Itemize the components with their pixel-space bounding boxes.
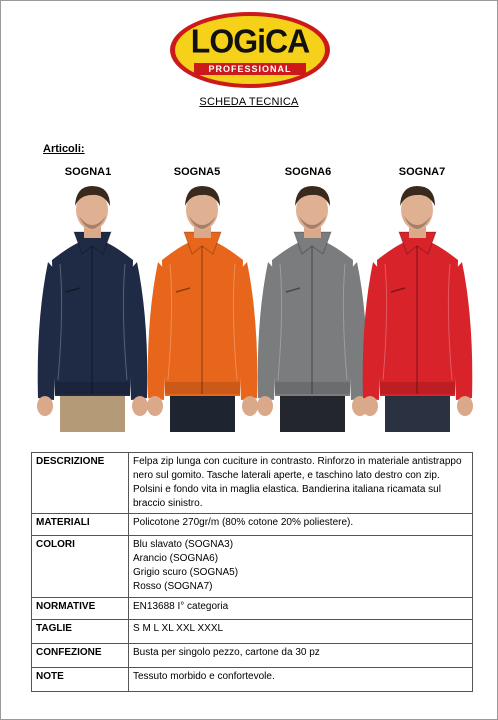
spec-label: NOTE xyxy=(32,668,129,692)
spec-label: TAGLIE xyxy=(32,620,129,644)
model-illustration xyxy=(355,180,480,432)
color-item: Grigio scuro (SOGNA5) xyxy=(133,567,239,578)
color-item: Rosso (SOGNA7) xyxy=(133,581,213,592)
spec-row-confezione xyxy=(32,644,473,668)
spec-value-list xyxy=(129,536,473,598)
article-code-sogna7: SOGNA7 xyxy=(398,166,446,178)
spec-value: S M L XL XXL XXXL xyxy=(129,620,473,644)
spec-value: Felpa zip lunga con cuciture in contrasto. Rinforzo in materiale antistrappo nero sul gomito. Tasche laterali aperte, e taschino lato destro con zip. Polsini e fondo vita in maglia elastica. Bandierina italiana ricamata sul braccio sinistro. xyxy=(129,453,473,514)
brand-logo xyxy=(168,10,332,90)
model-illustration xyxy=(30,180,155,432)
color-item: Blu slavato (SOGNA3) xyxy=(133,539,234,550)
product-photo-sogna1 xyxy=(30,180,155,432)
spec-row-note xyxy=(32,668,473,692)
spec-value: Tessuto morbido e confortevole. xyxy=(129,668,473,692)
articles-label: Articoli: xyxy=(43,143,85,155)
document-title: SCHEDA TECNICA xyxy=(199,96,299,108)
product-photos xyxy=(30,180,480,432)
spec-value: Policotone 270gr/m (80% cotone 20% poliestere). xyxy=(129,514,473,536)
spec-row-taglie xyxy=(32,620,473,644)
article-code-sogna5: SOGNA5 xyxy=(173,166,221,178)
article-code-sogna1: SOGNA1 xyxy=(64,166,112,178)
spec-label: MATERIALI xyxy=(32,514,129,536)
spec-value: Busta per singolo pezzo, cartone da 30 pz xyxy=(129,644,473,668)
spec-table xyxy=(31,452,473,692)
spec-row-descrizione xyxy=(32,453,473,514)
product-photo-sogna7 xyxy=(355,180,480,432)
model-illustration xyxy=(140,180,265,432)
spec-label: DESCRIZIONE xyxy=(32,453,129,514)
brand-name: LOGiCA xyxy=(190,22,310,60)
color-item: Arancio (SOGNA6) xyxy=(133,553,219,564)
spec-value: EN13688 I° categoria xyxy=(129,598,473,620)
spec-row-colori xyxy=(32,536,473,598)
spec-row-materiali xyxy=(32,514,473,536)
spec-label: NORMATIVE xyxy=(32,598,129,620)
spec-label: COLORI xyxy=(32,536,129,598)
article-code-sogna6: SOGNA6 xyxy=(284,166,332,178)
product-photo-sogna5 xyxy=(140,180,265,432)
spec-row-normative xyxy=(32,598,473,620)
spec-label: CONFEZIONE xyxy=(32,644,129,668)
brand-tagline: PROFESSIONAL xyxy=(194,63,306,75)
